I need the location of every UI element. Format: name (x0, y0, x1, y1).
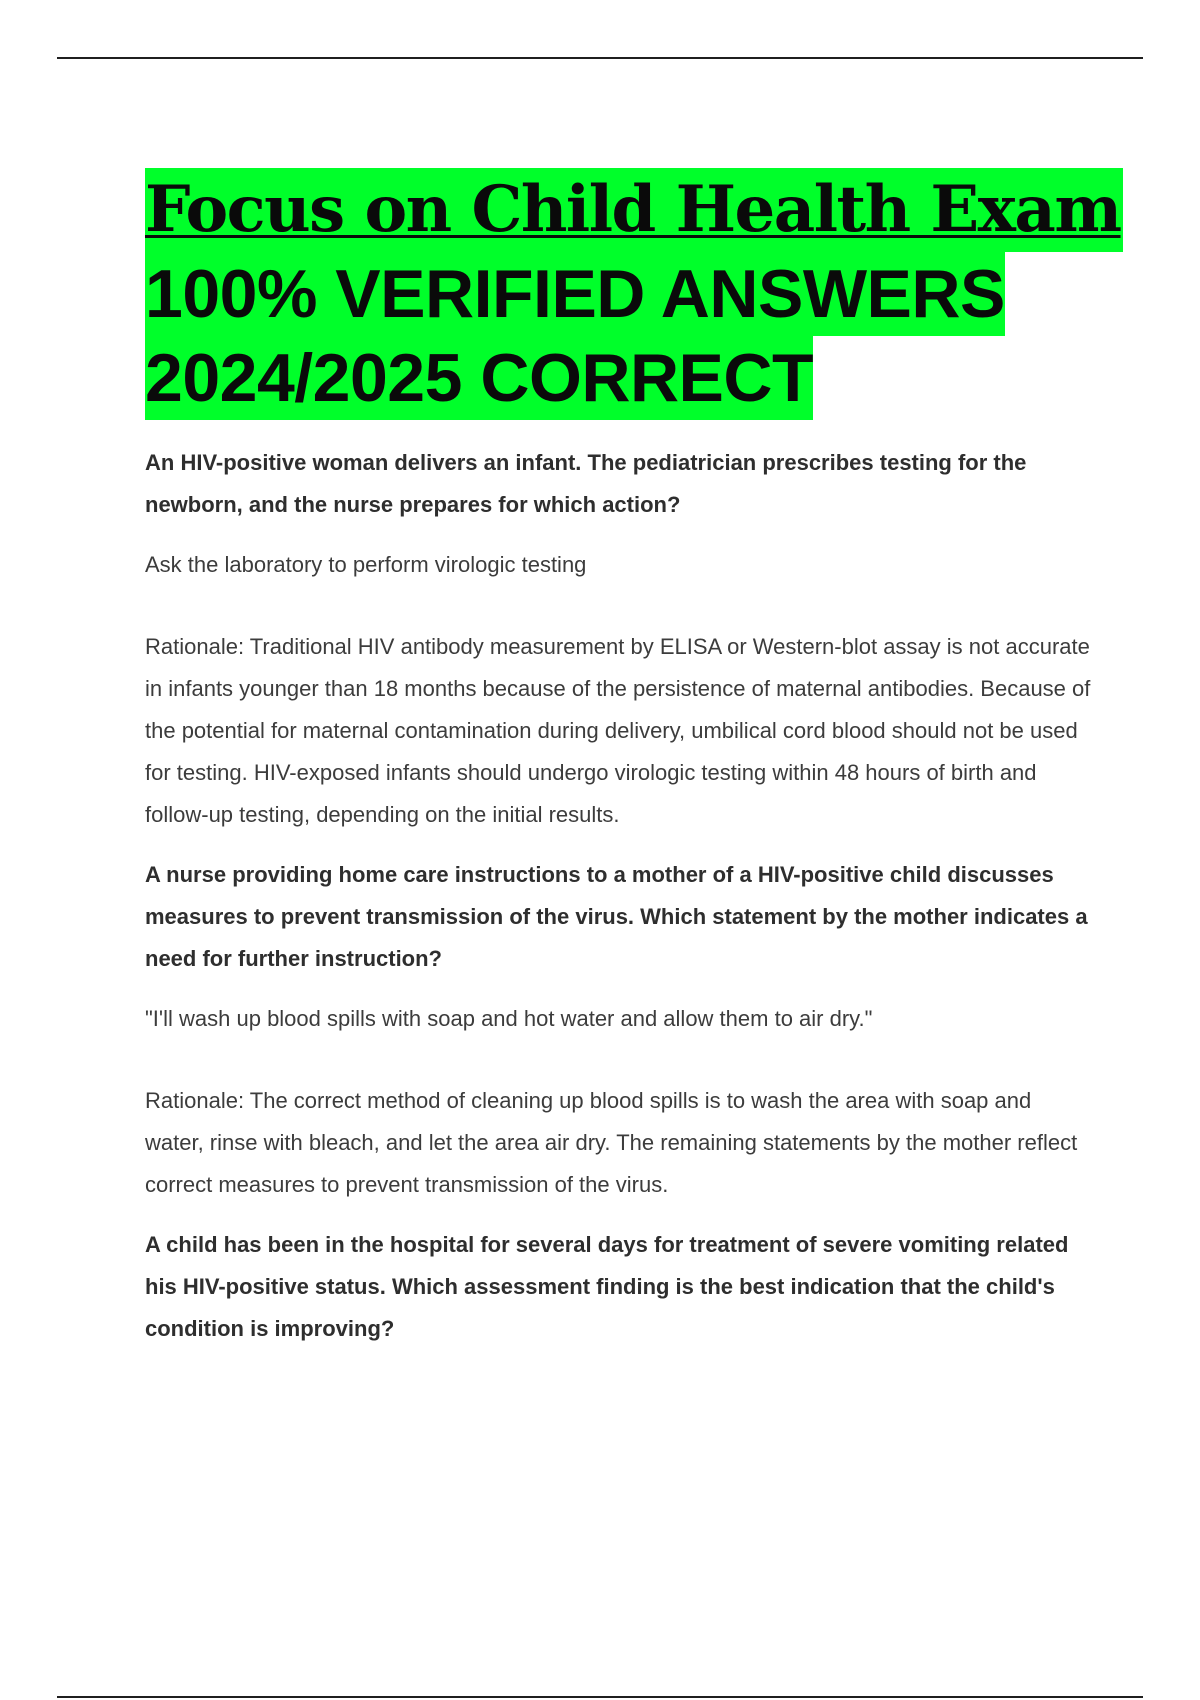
title-line-2: 100% VERIFIED ANSWERS (145, 252, 1005, 336)
bottom-rule (57, 1696, 1143, 1698)
top-rule (57, 57, 1143, 59)
question-text: A nurse providing home care instructions to a mother of a HIV-positive child discusses measures to prevent transmission of the virus. Which statement by the mother indicates a need for further instruction? (145, 862, 1088, 971)
document-title (145, 168, 1121, 420)
qa-item-1 (145, 442, 1095, 836)
qa-item-3 (145, 1224, 1095, 1350)
answer-text: Ask the laboratory to perform virologic testing (145, 552, 587, 577)
rationale-text: Rationale: The correct method of cleaning up blood spills is to wash the area with soap and water, rinse with bleach, and let the area air dry. The remaining statements by the mother reflect correct measures to prevent transmission of the virus. (145, 1088, 1078, 1197)
question-text: A child has been in the hospital for several days for treatment of severe vomiting related his HIV-positive status. Which assessment finding is the best indication that the child's condition is improving? (145, 1232, 1069, 1341)
title-line-3: 2024/2025 CORRECT (145, 336, 813, 420)
title-line-1: Focus on Child Health Exam (145, 168, 1123, 252)
answer-text: "I'll wash up blood spills with soap and hot water and allow them to air dry." (145, 1006, 873, 1031)
question-text: An HIV-positive woman delivers an infant. The pediatrician prescribes testing for the newborn, and the nurse prepares for which action? (145, 450, 1027, 517)
document-body (145, 168, 1121, 1368)
qa-item-2 (145, 854, 1095, 1206)
rationale-text: Rationale: Traditional HIV antibody measurement by ELISA or Western-blot assay is not accurate in infants younger than 18 months because of the persistence of maternal antibodies. Because of the potential for maternal contamination during delivery, umbilical cord blood should not be used for testing. HIV-exposed infants should undergo virologic testing within 48 hours of birth and follow-up testing, depending on the initial results. (145, 634, 1091, 827)
